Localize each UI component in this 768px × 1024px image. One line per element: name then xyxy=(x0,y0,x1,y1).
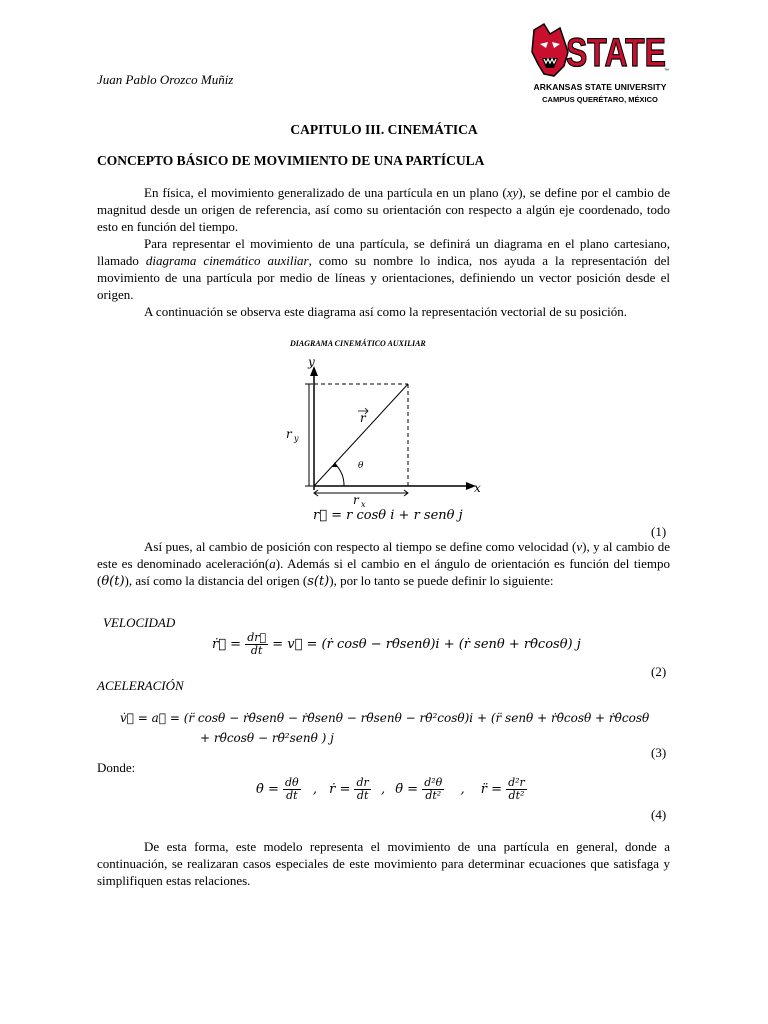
angle-arrow-icon xyxy=(332,462,338,467)
equation-1: r⃗ = r cosθ i + r senθ j xyxy=(313,508,463,523)
derivative-definitions: θ̇ = $\frac{d\theta}{dt}$ , ṙ = $\frac{dr}{dt}$ , θ̈ = $\frac{\text{d²θ}}{\text{dt²}}$ , r̈ = $\frac{\text{d²r}}{\text{dt²}}$ xyxy=(256,776,525,802)
kinematic-diagram xyxy=(280,350,490,510)
chapter-title: CAPITULO III. CINEMÁTICA xyxy=(290,122,478,137)
university-logo xyxy=(530,22,670,108)
closing-paragraph: De esta forma, este modelo representa el movimiento de una partícula en general, donde a continuación, se realizaran casos especiales de este movimiento para determinar ecuaciones que satisfaga y simplifiquen estas relaciones. xyxy=(97,839,670,888)
ry-label: r xyxy=(286,427,292,441)
vector-r-label: r xyxy=(360,411,366,425)
equation-4-number: (4) xyxy=(651,807,667,822)
intro-paragraph-1: En física, el movimiento generalizado de una partícula en un plano (xy), se define por el cambio de magnitud desde un origen de referencia, así como su orientación con respecto a algún eje coordenado, todo esto en función del tiempo. xyxy=(97,185,670,234)
velocity-equation: ṙ⃗ = $\frac{dr⃗}{dt}$ = v⃗ = (ṙ cosθ − rθ̇senθ)i + (ṙ senθ + rθ̇cosθ) j xyxy=(212,631,581,657)
velocity-label: VELOCIDAD xyxy=(103,615,176,630)
acceleration-equation-line-1: v̇⃗ = a⃗ = (r̈ cosθ − ṙθ̇senθ − ṙθ̇senθ − rθ̈senθ − rθ̇²cosθ)i + (r̈ senθ + ṙθ̇cosθ + ṙθ̇cosθ xyxy=(120,711,650,725)
diagram-title: DIAGRAMA CINEMÁTICO AUXILIAR xyxy=(290,339,426,348)
donde-label: Donde: xyxy=(97,760,136,775)
author-name: Juan Pablo Orozco Muñiz xyxy=(97,72,234,87)
logo-trademark: ™ xyxy=(664,68,669,74)
acceleration-label: ACELERACIÓN xyxy=(97,678,184,693)
logo-wordmark: STATE xyxy=(566,31,666,75)
angle-arc xyxy=(335,464,344,486)
red-wolf-mascot-icon xyxy=(530,22,670,82)
equation-2-number: (2) xyxy=(651,664,667,679)
equation-3-number: (3) xyxy=(651,745,667,760)
logo-campus: CAMPUS QUERÉTARO, MÉXICO xyxy=(542,95,658,104)
intro-paragraph-2: Para representar el movimiento de una partícula, se definirá un diagrama en el plano cartesiano, llamado diagrama cinemático auxiliar, como su nombre lo indica, nos ayuda a la representación del movimiento de una partícula por medio de líneas y orientaciones, definiendo un vector posición desde el origen. xyxy=(97,236,670,302)
rx-subscript: x xyxy=(361,500,366,509)
y-axis-label: y xyxy=(308,355,315,369)
rx-label: r xyxy=(353,493,359,507)
ry-subscript: y xyxy=(294,434,299,443)
intro-paragraphs xyxy=(97,184,670,320)
logo-university: ARKANSAS STATE UNIVERSITY xyxy=(533,82,667,92)
equation-1-number: (1) xyxy=(651,524,667,539)
x-axis-label: x xyxy=(474,481,481,495)
acceleration-equation-line-2: + rθ̈cosθ − rθ̇²senθ ) j xyxy=(200,731,334,745)
theta-label: θ xyxy=(358,461,364,471)
section-title: CONCEPTO BÁSICO DE MOVIMIENTO DE UNA PARTÍCULA xyxy=(97,153,485,168)
velocity-intro-paragraph: Así pues, al cambio de posición con respecto al tiempo se define como velocidad (v), y al cambio de este es denominado aceleración(a). Además si el cambio en el ángulo de orientación es función del tiempo (θ(t)), así como la distancia del origen (s(t)), por lo tanto se puede definir lo siguiente: xyxy=(97,539,670,589)
intro-paragraph-3: A continuación se observa este diagrama así como la representación vectorial de su posición. xyxy=(144,304,627,319)
